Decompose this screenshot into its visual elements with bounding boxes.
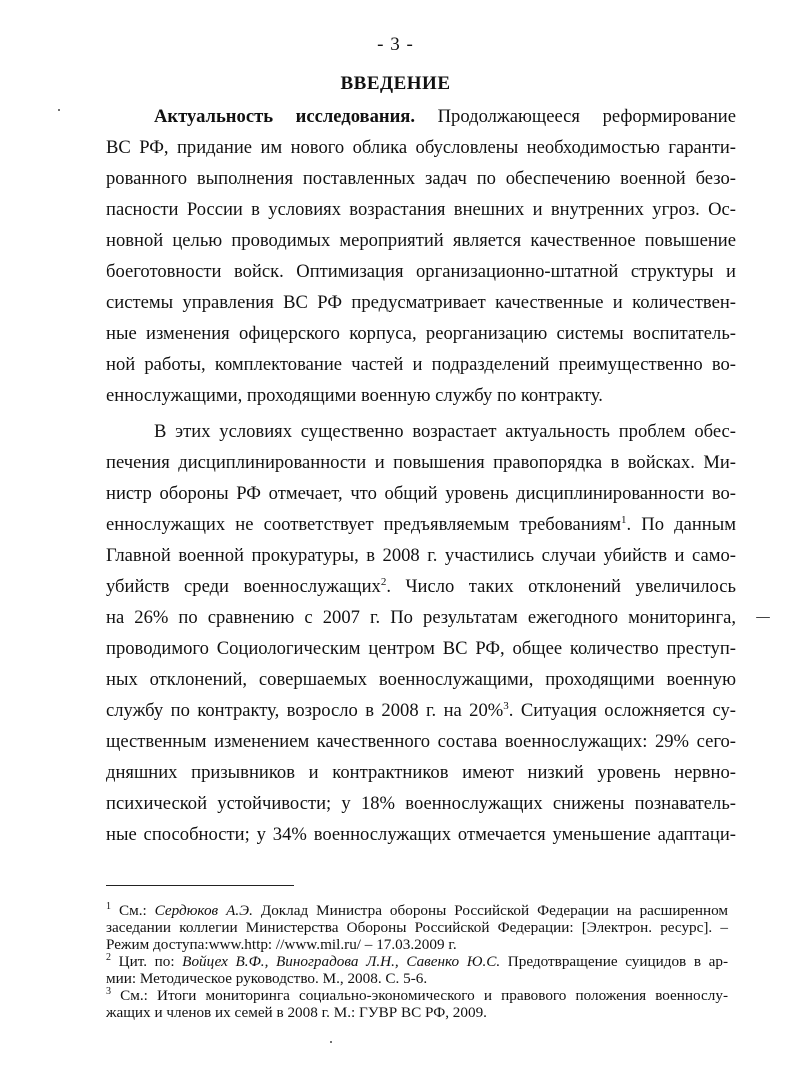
body-line: проводимого Социологическим центром ВС РФ, общее количество преступ- bbox=[106, 638, 736, 659]
footnote-line: Режим доступа:www.http: //www.mil.ru/ – 17.03.2009 г. bbox=[106, 936, 457, 953]
text-span: службу по контракту, возросло в 2008 г. на 20% bbox=[106, 700, 504, 721]
body-line: пасности России в условиях возрастания внешних и внутренних угроз. Ос- bbox=[106, 199, 736, 220]
body-line: ные изменения офицерского корпуса, реорганизацию системы воспитатель- bbox=[106, 323, 736, 344]
text-span: еннослужащих не соответствует предъявляемым требованиям bbox=[106, 514, 622, 535]
text-span: убийств среди военнослужащих bbox=[106, 576, 381, 597]
footnote-separator bbox=[106, 885, 294, 886]
footnote-mark-3: 3 bbox=[106, 985, 111, 997]
body-line: новной целью проводимых мероприятий является качественное повышение bbox=[106, 230, 736, 251]
body-line: ной работы, комплектование частей и подразделений преимущественно во- bbox=[106, 354, 736, 375]
body-line: В этих условиях существенно возрастает актуальность проблем обес- bbox=[154, 421, 736, 442]
text-span: См.: Итоги мониторинга социально-экономического и правового положения военнослу- bbox=[111, 987, 728, 1004]
footnote-ref-3: 3 bbox=[503, 699, 509, 712]
body-line bbox=[106, 513, 736, 537]
lead-phrase: Актуальность исследования. bbox=[154, 106, 416, 127]
footnote-line: жащих и членов их семей в 2008 г. М.: ГУВР ВС РФ, 2009. bbox=[106, 1004, 487, 1021]
footnote-line: мии: Методическое руководство. М., 2008. С. 5-6. bbox=[106, 970, 428, 987]
body-line: нистр обороны РФ отмечает, что общий уровень дисциплинированности во- bbox=[106, 483, 736, 504]
text-span: См.: bbox=[111, 902, 155, 919]
body-line: рованного выполнения поставленных задач по обеспечению военной безо- bbox=[106, 168, 736, 189]
footnote-author: Сердюков А.Э. bbox=[154, 902, 253, 919]
scan-speck bbox=[58, 109, 60, 111]
page-number: - 3 - bbox=[377, 34, 414, 55]
footnote-line bbox=[106, 987, 728, 1004]
footnote-mark-2: 2 bbox=[106, 951, 111, 963]
text-span: . По данным bbox=[626, 514, 737, 535]
footnote-line bbox=[106, 953, 728, 970]
section-heading: ВВЕДЕНИЕ bbox=[340, 73, 451, 94]
body-line bbox=[154, 105, 736, 129]
text-span: Цит. по: bbox=[111, 953, 183, 970]
text-span: Доклад Министра обороны Российской Федерации на расширенном bbox=[252, 902, 728, 919]
scan-speck bbox=[756, 617, 770, 618]
footnote-ref-2: 2 bbox=[380, 575, 387, 588]
text-span: Продолжающееся реформирование bbox=[437, 106, 736, 127]
footnote-ref-1: 1 bbox=[621, 513, 627, 526]
body-line: дняшних призывников и контрактников имеют низкий уровень нервно- bbox=[106, 762, 736, 783]
footnote-line bbox=[106, 902, 728, 919]
text-span: . Ситуация осложняется су- bbox=[508, 700, 736, 721]
footnote-line: заседании коллегии Министерства Обороны Российской Федерации: [Электрон. ресурс]. – bbox=[106, 919, 728, 936]
body-line: ные способности; у 34% военнослужащих отмечается уменьшение адаптаци- bbox=[106, 824, 736, 845]
body-line: ных отклонений, совершаемых военнослужащими, проходящими военную bbox=[106, 669, 736, 690]
text-span: Предотвращение суицидов в ар- bbox=[500, 953, 728, 970]
body-line: Главной военной прокуратуры, в 2008 г. участились случаи убийств и само- bbox=[106, 545, 736, 566]
body-line: психической устойчивости; у 18% военнослужащих снижены познаватель- bbox=[106, 793, 736, 814]
footnote-mark-1: 1 bbox=[106, 900, 111, 912]
body-line: щественным изменением качественного состава военнослужащих: 29% сего- bbox=[106, 731, 736, 752]
body-line bbox=[106, 575, 736, 599]
body-line: печения дисциплинированности и повышения правопорядка в войсках. Ми- bbox=[106, 452, 736, 473]
body-line: боеготовности войск. Оптимизация организационно-штатной структуры и bbox=[106, 261, 736, 282]
scan-speck bbox=[330, 1041, 332, 1043]
footnote-authors: Войцех В.Ф., Виноградова Л.Н., Савенко Ю.С. bbox=[182, 953, 501, 970]
text-span: . Число таких отклонений увеличилось bbox=[386, 576, 736, 597]
body-line bbox=[106, 699, 736, 723]
body-line: еннослужащими, проходящими военную службу по контракту. bbox=[106, 385, 603, 406]
body-line: на 26% по сравнению с 2007 г. По результатам ежегодного мониторинга, bbox=[106, 607, 736, 628]
body-line: системы управления ВС РФ предусматривает качественные и количествен- bbox=[106, 292, 736, 313]
body-line: ВС РФ, придание им нового облика обусловлены необходимостью гаранти- bbox=[106, 137, 736, 158]
